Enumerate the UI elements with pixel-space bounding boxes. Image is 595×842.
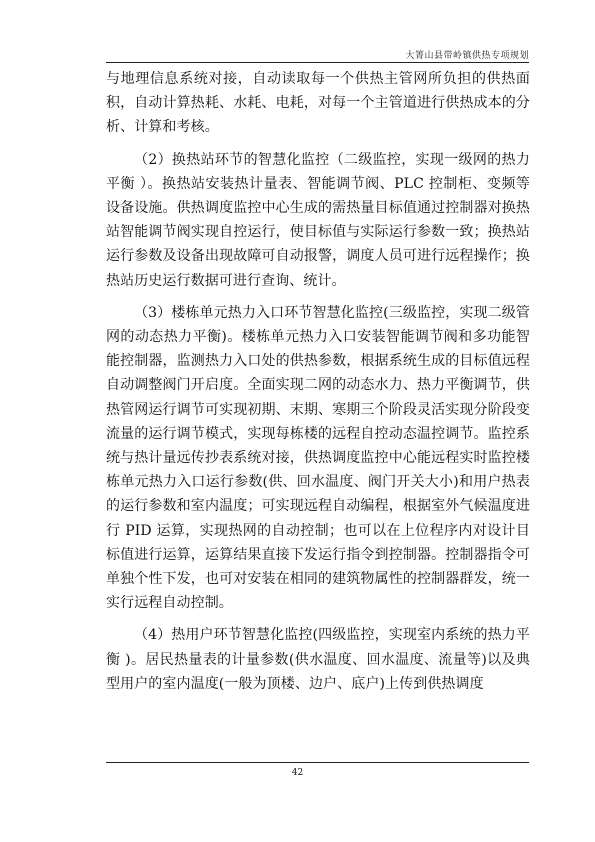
header-rule: [106, 62, 529, 63]
page-number: 42: [291, 768, 304, 778]
footer-rule: [106, 762, 529, 763]
paragraph-3: （3）楼栋单元热力入口环节智慧化监控(三级监控，实现二级管网的动态热力平衡)。楼栋单元热力入口安装智能调节阀和多功能智能控制器，监测热力入口处的供热参数，根据系统生成的目标值远程自动调整阀门开启度。全面实现二网的动态水力、热力平衡调节，供热管网运行调节可实现初期、末期、寒期三个阶段灵活实现分阶段变流量的运行调节模式，实现每栋楼的远程自控动态温控调节。监控系统与热计量远传抄表系统对接，供热调度监控中心能远程实时监控楼栋单元热力入口运行参数(供、回水温度、阀门开关大小)和用户热表的运行参数和室内温度；可实现远程自动编程，根据室外气候温度进行 PID 运算，实现热网的自动控制；也可以在上位程序内对设计目标值进行运算，运算结果直接下发运行指令到控制器。控制器指令可单独个性下发，也可对安装在相同的建筑物属性的控制器群发，统一实行远程自动控制。: [106, 304, 530, 612]
paragraph-4: （4）热用户环节智慧化监控(四级监控，实现室内系统的热力平衡 )。居民热量表的计量参数(供水温度、回水温度、流量等)以及典型用户的室内温度(一般为顶楼、边户、底户)上传到供热调度: [106, 627, 530, 692]
paragraph-2: （2）换热站环节的智慧化监控（二级监控，实现一级网的热力平衡 ）。换热站安装热计量表、智能调节阀、PLC 控制柜、变频等设备设施。供热调度监控中心生成的需热量目标值通过控制器对换热站智能调节阀实现自控运行，使目标值与实际运行参数一致；换热站运行参数及设备出现故障可自动报警，调度人员可进行远程操作；换热站历史运行数据可进行查询、统计。: [106, 151, 530, 289]
paragraph-1: 与地理信息系统对接，自动读取每一个供热主管网所负担的供热面积，自动计算热耗、水耗、电耗，对每一个主管道进行供热成本的分析、计算和考核。: [106, 71, 530, 136]
page-body: [106, 67, 530, 704]
header-title: 大箐山县带岭镇供热专项规划: [405, 51, 529, 61]
